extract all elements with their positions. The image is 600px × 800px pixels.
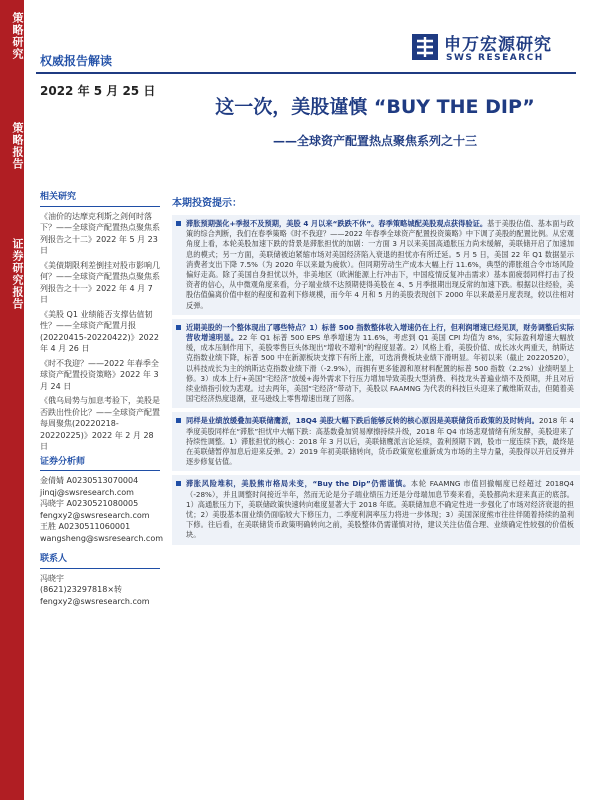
report-tag: 权威报告解读: [40, 54, 113, 68]
related-report-item[interactable]: 《俄乌局势与加息考验下，美股是否跌出性价比？——全球资产配置每周聚焦(20220218-20220225)》2022 年 2 月 28 日: [40, 396, 160, 451]
sidebar-label-securities-report: 证券研究报告: [11, 238, 24, 310]
related-report-item[interactable]: 《时不我迎？——2022 年春季全球资产配置投资策略》2022 年 3 月 24 日: [40, 358, 159, 391]
square-bullet-icon: [176, 418, 181, 423]
brand-name-en: SWS RESEARCH: [446, 53, 544, 63]
contact-name: 冯晓宇: [40, 573, 64, 583]
related-research-heading: 相关研究: [40, 192, 160, 207]
paragraph-lead: 近期美股的一个整体现出了哪些特点？1）标普 500 指数整体收入增速仍在上行，但利润增速已经见顶，财务调整后实际营收增速明显。: [186, 322, 574, 343]
square-bullet-icon: [176, 325, 181, 330]
brand-mark-icon: [410, 32, 440, 62]
analyst-email[interactable]: fengxy2@swsresearch.com: [40, 510, 150, 520]
paragraph-lead: 滞胀预期强化+季报不及预期，美股 4 月以来“跌跌不休”。春季策略城配美股观点获得验证。: [186, 219, 488, 228]
header-divider: [36, 72, 576, 74]
related-report-item[interactable]: 《美股 Q1 业绩能否支撑估值韧性？——全球资产配置月报(20220415-20220422)》2022 年 4 月 26 日: [40, 309, 159, 353]
sidebar-label-strategy-research: 策略研究: [11, 12, 24, 60]
brand-logo: [410, 28, 570, 68]
analysts-heading: 证券分析师: [40, 457, 160, 472]
report-subtitle: ——全球资产配置热点聚焦系列之十三: [272, 134, 477, 148]
paragraph-body: 基于美股估值、基本面与政策的综合判断，我们在春季策略《时不我迎？——2022 年春季全球资产配置投资策略》中下调了美股的配置比例。从宏观角度上看，本轮美股加速下跌的背景是滞胀担忧的加剧：一方面 3 月以来美国高通胀压力尚未缓解，美联储开启了加速加息的模式；另一方面，美联储被迫紧缩市场对美国经济陷入衰退的担忧亦有所迁延。5 月 5 日，美国 22 年 Q1 数据显示消费者支出下降 7.5%（为 2020 年以来最为疲软）。但同期劳动生产成本大幅上行 11.6%，典型的滞胀组合令市场风险偏好走高。除了美国自身担忧以外，非美地区（欧洲能源上行冲击下，中国疫情反复冲击需求）基本面疲弱同样打击了投资者的信心，从中微观角度来看，分子端业绩不达预期使得美股在 4、5 月季报期出现反常的加速下跌。根据以往经验，美股估值偏离价值中枢的程度和盈利下修规模，而今年 4 月和 5 月的美股表现创下 2000 年以来最差月度表现，较以往相对反弹。: [186, 219, 574, 310]
analyst-line: 金倩婧 A0230513070004: [40, 476, 139, 485]
summary-paragraph: [172, 412, 580, 471]
paragraph-lead: 滞胀风险堆积，美股熊市格局未变，“Buy the Dip”仍需谨慎。: [186, 479, 411, 489]
summary-paragraph: [172, 319, 580, 409]
paragraph-body: 本轮 FAAMNG 市值回撤幅度已经超过 2018Q4（-28%），并且调整时间接近半年，然而无论是分子端业绩压力还是分母端加息节奏来看，美股都尚未迎来真正的底部。1）高通胀压力下，美联储政策快速转向难度显著大于 2018 年底。美联储加息不确定性进一步强化了市场对经济衰退的担忧；2）美股基本面业绩仍面临较大下修压力，二季度利润率压力将进一步体现；3）美国深度熊市往往伴随着持续的盈利下修。往后看，在美联储货币政策明确转向之前，美股整体仍需谨慎对待，建议关注估值合理、业绩确定性较强的价值板块。: [186, 479, 574, 540]
contact-heading: 联系人: [40, 554, 160, 569]
paragraph-lead: 同样是业绩放缓叠加美联储鹰派，18Q4 美股大幅下跌后能够反转的核心原因是美联储货币政策的及时转向。: [186, 416, 539, 426]
left-red-strip: [0, 0, 24, 800]
brand-name-cn: 申万宏源研究: [444, 35, 552, 55]
summary-paragraph: [172, 475, 580, 544]
left-column: [40, 192, 164, 607]
report-date: 2022 年 5 月 25 日: [40, 84, 156, 98]
related-report-item[interactable]: 《美债期限利差倒挂对股市影响几何？——全球资产配置热点聚焦系列报告之十一》2022 年 4 月 7 日: [40, 260, 160, 304]
paragraph-body: 22 年 Q1 标普 500 EPS 单季增速为 11.6%，考虑到 Q1 美国 CPI 均值为 8%，实际盈利增速大幅放缓，成本压制作用下，美股零售巨头体现出“增收不增利”的程度显著。2）风格上看，美股价值、成长冰火两重天，纳斯达克指数业绩下降，标普 500 中在新源板块支撑下有所上涨，可选消费板块业绩下滑明显。年初以来（截止 20220520），以科技成长为主的纳斯达克指数业绩下滑（-2.9%），而拥有更多能源和原材料配置的标普 500 指数（2.2%）业绩明显上修。3）成本上行+美国“宅经济”放缓+海外需求下行压力增加导致美股大型消费、科技龙头普遍业绩不及预期，并且对后续业绩指引较为悲观。过去两年，美国“宅经济”带动下，美股以 FAAMNG 为代表的科技巨头迎来了戴维斯双击，但随着美国宅经济热度退潮，亚马逊线上零售增速出现了回落。: [186, 333, 574, 404]
square-bullet-icon: [176, 221, 181, 226]
analyst-line: 冯晓宇 A0230521080005: [40, 499, 139, 508]
main-content: [172, 194, 580, 549]
sidebar-label-strategy-report: 策略报告: [11, 122, 24, 170]
summary-paragraph: [172, 215, 580, 315]
investment-tips-heading: 本期投资提示：: [172, 198, 242, 209]
report-title: 这一次，美股谨慎 “BUY THE DIP”: [215, 96, 535, 118]
analyst-email[interactable]: wangsheng@swsresearch.com: [40, 533, 164, 543]
analyst-email[interactable]: jinqj@swsresearch.com: [40, 487, 134, 497]
paragraph-body: 2018 年 4 季度美股同样在“滞胀”担忧中大幅下跌：高基数叠加贸易摩擦持续升级，2018 年 Q4 市场悲观情绪有所发酵，美股迎来了持续性调整。1）滞胀担忧的核心：2018 年 3 月以后，美联储鹰派言论延续，盈利预期下调，股市一度连续下跌，最终是在美联储暂停加息后迎来反弹。2）2019 年初美联储转向，货币政策宽松重新成为市场的主导力量，美股得以开启反弹并逐步修复估值。: [186, 416, 574, 467]
contact-phone: (8621)23297818×转: [40, 585, 123, 594]
analyst-line: 王胜 A0230511060001: [40, 522, 131, 531]
contact-email[interactable]: fengxy2@swsresearch.com: [40, 596, 150, 606]
square-bullet-icon: [176, 481, 181, 486]
related-report-item[interactable]: 《油价的达摩克利斯之剑何时落下？——全球资产配置热点聚焦系列报告之十二》2022 年 5 月 23 日: [40, 211, 160, 255]
